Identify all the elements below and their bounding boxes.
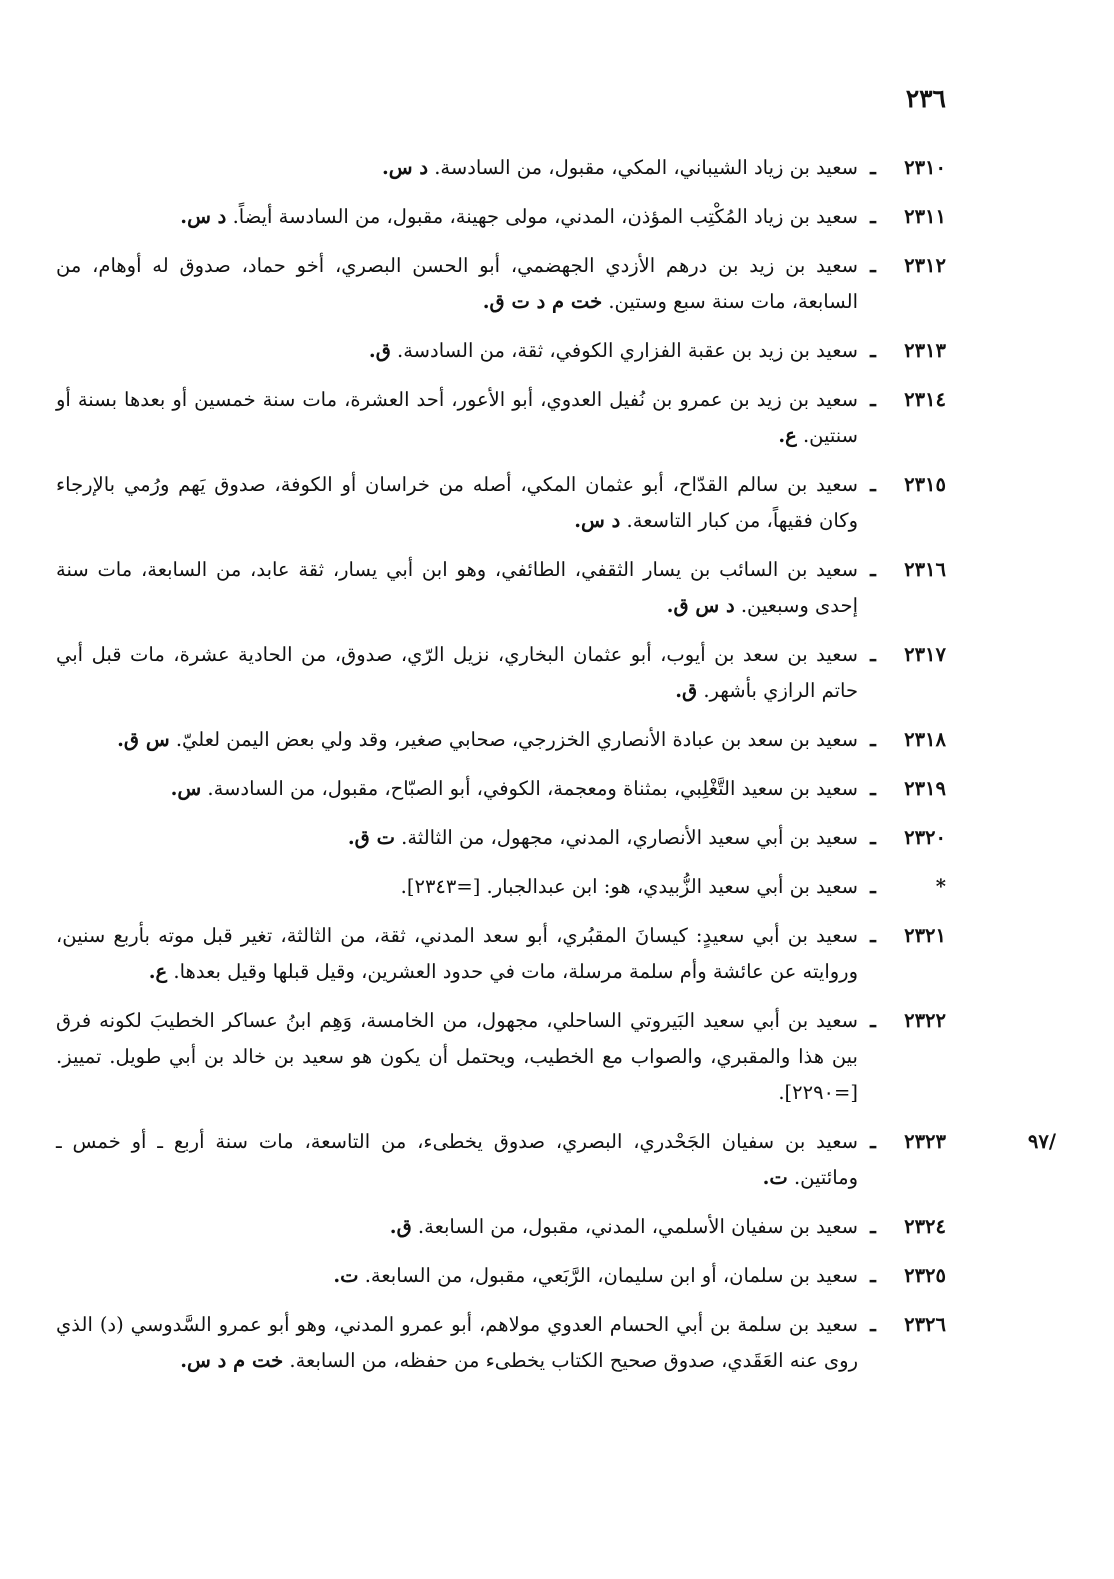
- entry-number: ٢٣٢٤: [904, 1215, 946, 1238]
- entry-dash: ـ: [870, 473, 876, 496]
- entry-dash: ـ: [870, 254, 876, 277]
- page-number: ٢٣٦: [905, 84, 946, 113]
- entry-text: [56, 820, 858, 856]
- entry-text: [56, 1258, 858, 1294]
- entry-dash: ـ: [870, 1313, 876, 1336]
- entry-codes: د س.: [381, 156, 429, 179]
- entry-body: سعيد بن زياد الشيباني، المكي، مقبول، من السادسة.: [434, 156, 858, 179]
- entry-dash: ـ: [870, 826, 876, 849]
- entry-text: [56, 1209, 858, 1245]
- entry-row: [56, 199, 946, 235]
- entry-text: [56, 333, 858, 369]
- entry-row: [56, 820, 946, 856]
- entry-text: [56, 771, 858, 807]
- entry-row: [56, 382, 946, 454]
- entry-row: [56, 1124, 1056, 1196]
- entry-text: [56, 382, 858, 454]
- entry-codes: ق.: [368, 339, 391, 362]
- entry-row: [56, 467, 946, 539]
- entry-codes: خت م د ت ق.: [482, 290, 603, 313]
- entry-text: [56, 1124, 858, 1196]
- entry-number: ٢٣٢٢: [904, 1009, 946, 1032]
- entry-dash: ـ: [870, 1130, 876, 1153]
- entry-codes: س ق.: [117, 728, 170, 751]
- entry-codes: ع.: [148, 960, 168, 983]
- entry-body: سعيد بن أبي سعيدٍ: كيسانَ المقبُري، أبو سعد المدني، ثقة، من الثالثة، تغير قبل موته بأربع سنين، وروايته عن عائشة وأم سلمة مرسلة، مات في حدود العشرين، وقيل قبلها وقيل بعدها.: [56, 924, 858, 983]
- entry-number: ٢٣١٩: [904, 777, 946, 800]
- entry-dash: ـ: [870, 388, 876, 411]
- entry-body: سعيد بن سلمة بن أبي الحسام العدوي مولاهم، أبو عمرو المدني، وهو أبو عمرو السَّدوسي (د) الذي روى عنه العَقَدي، صدوق صحيح الكتاب يخطىء من حفظه، من السابعة.: [56, 1313, 858, 1372]
- entry-body: سعيد بن أبي سعيد البَيروتي الساحلي، مجهول، من الخامسة، وَهِم ابنُ عساكر الخطيبَ لكونه فرق بين هذا والمقبري، والصواب مع الخطيب، ويحتمل أن يكون هو سعيد بن خالد بن أبي طويل. تمييز. [=٢٢٩٠].: [56, 1009, 858, 1104]
- entry-dash: ـ: [870, 643, 876, 666]
- entry-codes: خت م د س.: [180, 1349, 284, 1372]
- entry-body: سعيد بن سعد بن أيوب، أبو عثمان البخاري، نزيل الرّي، صدوق، من الحادية عشرة، مات قبل أبي حاتم الرازي بأشهر.: [56, 643, 858, 702]
- margin-page-reference: /٩٧: [1027, 1130, 1056, 1153]
- entry-codes: ت.: [762, 1166, 788, 1189]
- entries-list: [56, 150, 1056, 1392]
- entry-number: ٢٣١٥: [904, 473, 946, 496]
- entry-dash: ـ: [870, 924, 876, 947]
- entry-codes: د س ق.: [666, 594, 735, 617]
- entry-body: سعيد بن سلمان، أو ابن سليمان، الرَّبَعي، مقبول، من السابعة.: [364, 1264, 858, 1287]
- entry-text: [56, 637, 858, 709]
- entry-codes: د س.: [574, 509, 621, 532]
- entry-number: ٢٣١٠: [904, 156, 946, 179]
- entry-body: سعيد بن سعد بن عبادة الأنصاري الخزرجي، صحابي صغير، وقد ولي بعض اليمن لعليّ.: [175, 728, 858, 751]
- entry-dash: ـ: [870, 1009, 876, 1032]
- entry-dash: ـ: [870, 777, 876, 800]
- entry-text: [56, 1003, 858, 1111]
- entry-row: [56, 722, 946, 758]
- entry-text: [56, 199, 858, 235]
- entry-codes: ع.: [778, 424, 797, 447]
- entry-codes: ق.: [389, 1215, 412, 1238]
- entry-dash: ـ: [870, 1264, 876, 1287]
- entry-body: سعيد بن سعيد التَّغْلِبي، بمثناة ومعجمة، الكوفي، أبو الصبّاح، مقبول، من السادسة.: [207, 777, 858, 800]
- entry-number: ٢٣١٤: [904, 388, 946, 411]
- entry-number: *: [935, 875, 946, 898]
- entry-body: سعيد بن سفيان الأسلمي، المدني، مقبول، من السابعة.: [417, 1215, 858, 1238]
- entry-number: ٢٣١٦: [904, 558, 946, 581]
- entry-text: [56, 248, 858, 320]
- entry-dash: ـ: [870, 339, 876, 362]
- entry-row: [56, 248, 946, 320]
- entry-number: ٢٣٢٥: [904, 1264, 946, 1287]
- entry-row: [56, 333, 946, 369]
- entry-dash: ـ: [870, 558, 876, 581]
- entry-body: سعيد بن زيد بن درهم الأزدي الجهضمي، أبو الحسن البصري، أخو حماد، صدوق له أوهام، من السابعة، مات سنة سبع وستين.: [56, 254, 858, 313]
- entry-codes: د س.: [180, 205, 227, 228]
- entry-body: سعيد بن سالم القدّاح، أبو عثمان المكي، أصله من خراسان أو الكوفة، صدوق يَهم ورُمي بالإرجاء وكان فقيهاً، من كبار التاسعة.: [56, 473, 858, 532]
- entry-body: سعيد بن أبي سعيد الأنصاري، المدني، مجهول، من الثالثة.: [401, 826, 858, 849]
- entry-codes: ق.: [675, 679, 698, 702]
- entry-row: [56, 771, 946, 807]
- entry-body: سعيد بن أبي سعيد الزُّبيدي، هو: ابن عبدالجبار. [=٢٣٤٣].: [400, 875, 858, 898]
- entry-text: [56, 150, 858, 186]
- entry-row: [56, 1307, 946, 1379]
- entry-row: [56, 637, 946, 709]
- entry-number: ٢٣١٢: [904, 254, 946, 277]
- entry-dash: ـ: [870, 1215, 876, 1238]
- entry-row: [56, 869, 946, 905]
- entry-row: [56, 552, 946, 624]
- entry-row: [56, 150, 946, 186]
- entry-number: ٢٣٢٠: [904, 826, 946, 849]
- entry-text: [56, 869, 858, 905]
- entry-text: [56, 1307, 858, 1379]
- entry-text: [56, 722, 858, 758]
- entry-number: ٢٣١٣: [904, 339, 946, 362]
- entry-number: ٢٣١١: [904, 205, 946, 228]
- entry-body: سعيد بن زياد المُكْتِب المؤذن، المدني، مولى جهينة، مقبول، من السادسة أيضاً.: [232, 205, 858, 228]
- entry-number: ٢٣١٨: [904, 728, 946, 751]
- entry-codes: س.: [170, 777, 202, 800]
- entry-body: سعيد بن زيد بن عقبة الفزاري الكوفي، ثقة، من السادسة.: [397, 339, 858, 362]
- entry-dash: ـ: [870, 156, 876, 179]
- entry-dash: ـ: [870, 205, 876, 228]
- entry-body: سعيد بن زيد بن عمرو بن نُفيل العدوي، أبو الأعور، أحد العشرة، مات سنة خمسين أو بعدها بسنة أو سنتين.: [56, 388, 858, 447]
- entry-row: [56, 918, 946, 990]
- entry-number: ٢٣١٧: [904, 643, 946, 666]
- entry-body: سعيد بن سفيان الجَحْدري، البصري، صدوق يخطىء، من التاسعة، مات سنة أربع ـ أو خمس ـ ومائتين.: [56, 1130, 858, 1189]
- entry-row: [56, 1209, 946, 1245]
- entry-text: [56, 467, 858, 539]
- entry-codes: ت ق.: [347, 826, 395, 849]
- entry-number: ٢٣٢٣: [904, 1130, 946, 1153]
- entry-number: ٢٣٢١: [904, 924, 946, 947]
- entry-dash: ـ: [870, 728, 876, 751]
- entry-codes: ت.: [333, 1264, 359, 1287]
- entry-row: [56, 1258, 946, 1294]
- entry-row: [56, 1003, 946, 1111]
- entry-text: [56, 918, 858, 990]
- entry-number: ٢٣٢٦: [904, 1313, 946, 1336]
- entry-body: سعيد بن السائب بن يسار الثقفي، الطائفي، وهو ابن أبي يسار، ثقة عابد، من السابعة، مات سنة إحدى وسبعين.: [56, 558, 858, 617]
- entry-dash: ـ: [870, 875, 876, 898]
- entry-text: [56, 552, 858, 624]
